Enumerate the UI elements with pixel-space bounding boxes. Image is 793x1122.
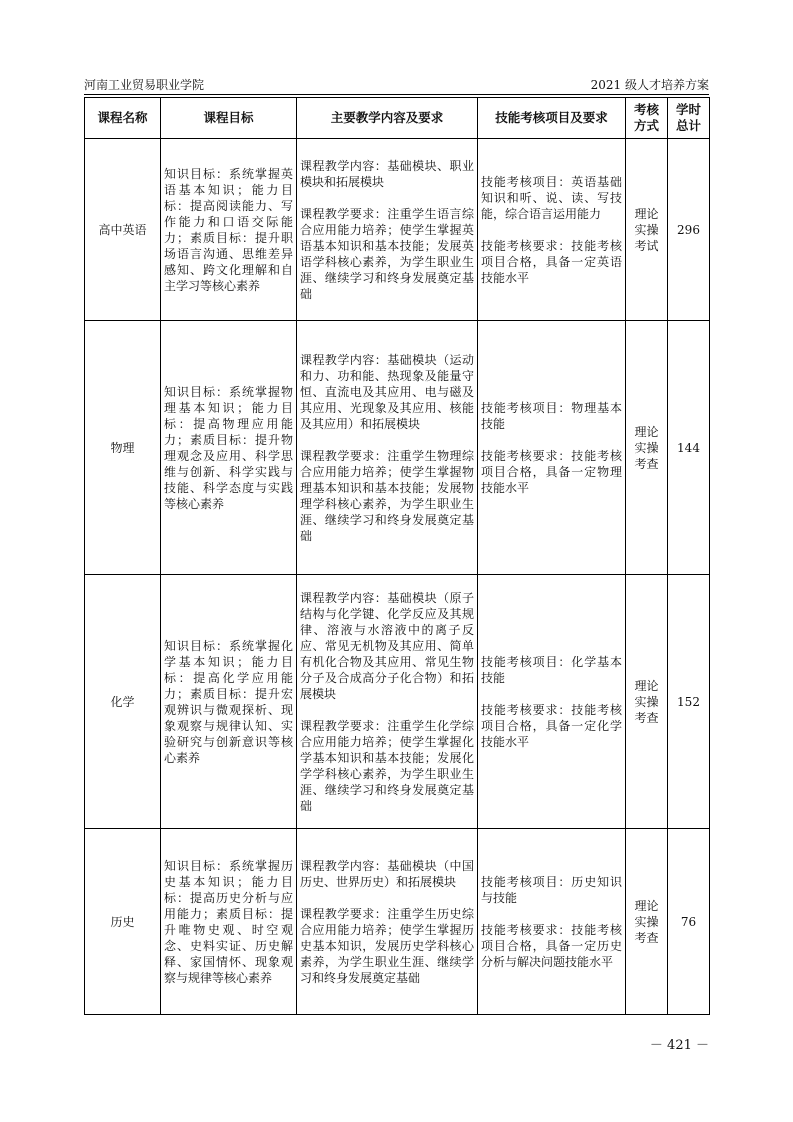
school-name: 河南工业贸易职业学院 [84,78,205,92]
total-hours: 296 [668,139,710,321]
column-header-content: 主要教学内容及要求 [297,98,478,139]
skill-requirement: 技能考核要求：技能考核项目合格，具备一定物理技能水平 [481,448,622,495]
skill-requirement: 技能考核要求：技能考核项目合格，具备一定历史分析与解决问题技能水平 [481,922,622,969]
header-rule [84,94,709,95]
course-name: 历史 [85,829,161,1015]
skill-assessment-cell [478,321,626,575]
curriculum-table [84,97,710,1015]
teaching-requirement: 课程教学要求：注重学生化学综合应用能力培养；使学生掌握化学基本知识和基本技能；发展化学学科核心素养，为学生职业生涯、继续学习和终身发展奠定基础 [300,718,474,813]
paragraph-gap [300,702,474,718]
total-hours: 152 [668,575,710,829]
table-row [85,575,710,829]
skill-requirement: 技能考核要求：技能考核项目合格，具备一定化学技能水平 [481,702,622,749]
column-header-course-name: 课程名称 [85,98,161,139]
page-header [84,76,709,92]
column-header-method: 考核方式 [626,98,668,139]
course-name: 高中英语 [85,139,161,321]
teaching-content: 课程教学内容：基础模块（原子结构与化学键、化学反应及其规律、溶液与水溶液中的离子反应、常见无机物及其应用、简单有机化合物及其应用、常见生物分子及合成高分子化合物）和拓展模块 [300,590,474,701]
course-goal: 知识目标：系统掌握历史基本知识；能力目标：提高历史分析与应用能力；素质目标：提升唯物史观、时空观念、史料实证、历史解释、家国情怀、现象观察与规律等核心素养 [161,829,297,1015]
teaching-content-cell [297,829,478,1015]
table-header-row [85,98,710,139]
course-goal: 知识目标：系统掌握物理基本知识；能力目标：提高物理应用能力；素质目标：提升物理观念及应用、科学思维与创新、科学实践与技能、科学态度与实践等核心素养 [161,321,297,575]
skill-item: 技能考核项目：英语基础知识和听、说、读、写技能，综合语言运用能力 [481,174,622,221]
teaching-requirement: 课程教学要求：注重学生历史综合应用能力培养；使学生掌握历史基本知识，发展历史学科核心素养，为学生职业生涯、继续学习和终身发展奠定基础 [300,906,474,985]
teaching-content: 课程教学内容：基础模块（中国历史、世界历史）和拓展模块 [300,858,474,889]
teaching-content: 课程教学内容：基础模块、职业模块和拓展模块 [300,158,474,189]
course-goal: 知识目标：系统掌握化学基本知识；能力目标：提高化学应用能力；素质目标：提升宏观辨识与微观探析、现象观察与规律认知、实验研究与创新意识等核心素养 [161,575,297,829]
teaching-content-cell [297,139,478,321]
teaching-content-cell [297,321,478,575]
paragraph-gap [300,890,474,906]
total-hours: 144 [668,321,710,575]
column-header-hours: 学时总计 [668,98,710,139]
paragraph-gap [481,686,622,702]
skill-item: 技能考核项目：物理基本技能 [481,400,622,431]
teaching-requirement: 课程教学要求：注重学生物理综合应用能力培养；使学生掌握物理基本知识和基本技能；发展物理学科核心素养，为学生职业生涯、继续学习和终身发展奠定基础 [300,448,474,543]
course-name: 化学 [85,575,161,829]
teaching-requirement: 课程教学要求：注重学生语言综合应用能力培养；使学生掌握英语基本知识和基本技能；发展英语学科核心素养，为学生职业生涯、继续学习和终身发展奠定基础 [300,206,474,301]
skill-item: 技能考核项目：化学基本技能 [481,654,622,685]
skill-assessment-cell [478,829,626,1015]
page-number: － 421 － [649,1038,709,1053]
table-row [85,829,710,1015]
skill-requirement: 技能考核要求：技能考核项目合格，具备一定英语技能水平 [481,238,622,285]
course-goal: 知识目标：系统掌握英语基本知识；能力目标：提高阅读能力、写作能力和口语交际能力；素质目标：提升职场语言沟通、思维差异感知、跨文化理解和自主学习等核心素养 [161,139,297,321]
paragraph-gap [481,432,622,448]
table-row [85,139,710,321]
column-header-skill: 技能考核项目及要求 [478,98,626,139]
paragraph-gap [300,432,474,448]
total-hours: 76 [668,829,710,1015]
table-row [85,321,710,575]
assessment-method: 理论实操考查 [626,321,668,575]
assessment-method: 理论实操考查 [626,829,668,1015]
paragraph-gap [481,906,622,922]
assessment-method: 理论实操考查 [626,575,668,829]
paragraph-gap [300,190,474,206]
skill-item: 技能考核项目：历史知识与技能 [481,874,622,905]
document-title: 2021 级人才培养方案 [590,78,709,92]
teaching-content-cell [297,575,478,829]
column-header-course-goal: 课程目标 [161,98,297,139]
assessment-method: 理论实操考试 [626,139,668,321]
teaching-content: 课程教学内容：基础模块（运动和力、功和能、热现象及能量守恒、直流电及其应用、电与磁及其应用、光现象及其应用、核能及其应用）和拓展模块 [300,352,474,431]
course-name: 物理 [85,321,161,575]
skill-assessment-cell [478,575,626,829]
paragraph-gap [481,222,622,238]
skill-assessment-cell [478,139,626,321]
